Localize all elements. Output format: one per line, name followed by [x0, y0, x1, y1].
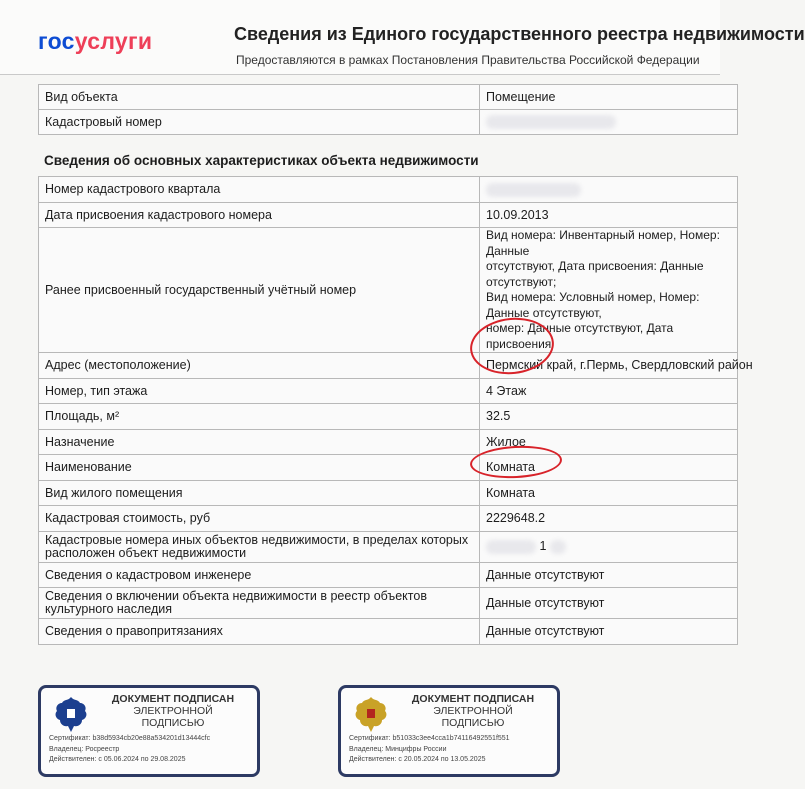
certificate-validity: Действителен: с 05.06.2024 по 29.08.2025	[49, 756, 186, 763]
section-title: Сведения об основных характеристиках объекта недвижимости	[44, 153, 479, 168]
row-value: Пермский край, г.Пермь, Свердловский район	[480, 353, 738, 379]
row-label: Назначение	[39, 429, 480, 455]
table-row	[39, 177, 738, 203]
row-value: Данные отсутствуют	[480, 562, 738, 588]
object-table	[38, 84, 738, 135]
table-row	[39, 506, 738, 532]
table-row	[39, 353, 738, 379]
row-value: Комната	[480, 455, 738, 481]
certificate-number: Сертификат: b38d5934cb20e88a534201d13444cfc	[49, 735, 211, 742]
table-row	[39, 404, 738, 430]
row-label: Адрес (местоположение)	[39, 353, 480, 379]
row-value: Жилое	[480, 429, 738, 455]
stamp-title: ДОКУМЕНТ ПОДПИСАН ЭЛЕКТРОННОЙ ПОДПИСЬЮ	[111, 693, 235, 729]
certificate-owner: Владелец: Минцифры России	[349, 745, 447, 753]
table-row	[39, 202, 738, 228]
stamp-title: ДОКУМЕНТ ПОДПИСАН ЭЛЕКТРОННОЙ ПОДПИСЬЮ	[411, 693, 535, 729]
row-label: Площадь, м²	[39, 404, 480, 430]
row-label: Номер кадастрового квартала	[39, 177, 480, 203]
row-value: 4 Этаж	[480, 378, 738, 404]
value-line: Вид номера: Условный номер, Номер: Данные отсутствуют,	[486, 290, 700, 320]
row-label: Сведения о правопритязаниях	[39, 619, 480, 645]
row-value: 10.09.2013	[480, 202, 738, 228]
table-row	[39, 588, 738, 619]
table-row	[39, 85, 738, 110]
table-row	[39, 455, 738, 481]
table-row	[39, 228, 738, 353]
row-label: Кадастровый номер	[39, 110, 480, 135]
signature-stamp-mintsifry	[338, 685, 560, 777]
row-value: Данные отсутствуют	[480, 588, 738, 619]
coat-of-arms-icon	[51, 694, 91, 736]
certificate-owner: Владелец: Росреестр	[49, 745, 120, 753]
row-label: Кадастровая стоимость, руб	[39, 506, 480, 532]
characteristics-table	[38, 176, 753, 645]
row-label: Ранее присвоенный государственный учётный номер	[39, 228, 480, 353]
row-value: Помещение	[480, 85, 738, 110]
row-label: Дата присвоения кадастрового номера	[39, 202, 480, 228]
value-line: номер: Данные отсутствуют, Дата присвоения	[486, 321, 674, 351]
document-subtitle: Предоставляются в рамках Постановления Правительства Российской Федерации	[236, 53, 700, 67]
row-value: 2229648.2	[480, 506, 738, 532]
gosuslugi-logo: госуслуги	[38, 28, 153, 54]
value-line: Вид номера: Инвентарный номер, Номер: Данные	[486, 228, 720, 258]
row-label: Наименование	[39, 455, 480, 481]
row-label: Кадастровые номера иных объектов недвижимости, в пределах которых расположен объект недвижимости	[39, 531, 480, 562]
row-value: Комната	[480, 480, 738, 506]
certificate-number: Сертификат: b51033c3ee4cca1b74116492551f551	[349, 735, 510, 742]
cadastral-number-redacted	[480, 110, 738, 135]
table-row	[39, 619, 738, 645]
table-row	[39, 562, 738, 588]
row-label: Сведения о включении объекта недвижимости в реестр объектов культурного наследия	[39, 588, 480, 619]
document-title: Сведения из Единого государственного реестра недвижимости	[234, 24, 805, 44]
page-header	[0, 0, 805, 75]
row-label: Вид объекта	[39, 85, 480, 110]
row-value: 32.5	[480, 404, 738, 430]
certificate-validity: Действителен: с 20.05.2024 по 13.05.2025	[349, 756, 486, 763]
table-row	[39, 378, 738, 404]
row-label: Вид жилого помещения	[39, 480, 480, 506]
table-row	[39, 429, 738, 455]
cadastral-quarter-redacted	[480, 177, 738, 203]
row-label: Номер, тип этажа	[39, 378, 480, 404]
value-line: отсутствуют, Дата присвоения: Данные отсутствуют;	[486, 259, 704, 289]
table-row	[39, 531, 738, 562]
row-value	[480, 531, 738, 562]
row-label: Сведения о кадастровом инженере	[39, 562, 480, 588]
table-row	[39, 110, 738, 135]
row-value: Данные отсутствуют	[480, 619, 738, 645]
signature-stamp-rosreestr	[38, 685, 260, 777]
coat-of-arms-icon	[351, 694, 391, 736]
table-row	[39, 480, 738, 506]
stamp-meta	[49, 734, 210, 766]
stamp-meta	[349, 734, 510, 766]
row-value-text: 1	[539, 539, 547, 554]
